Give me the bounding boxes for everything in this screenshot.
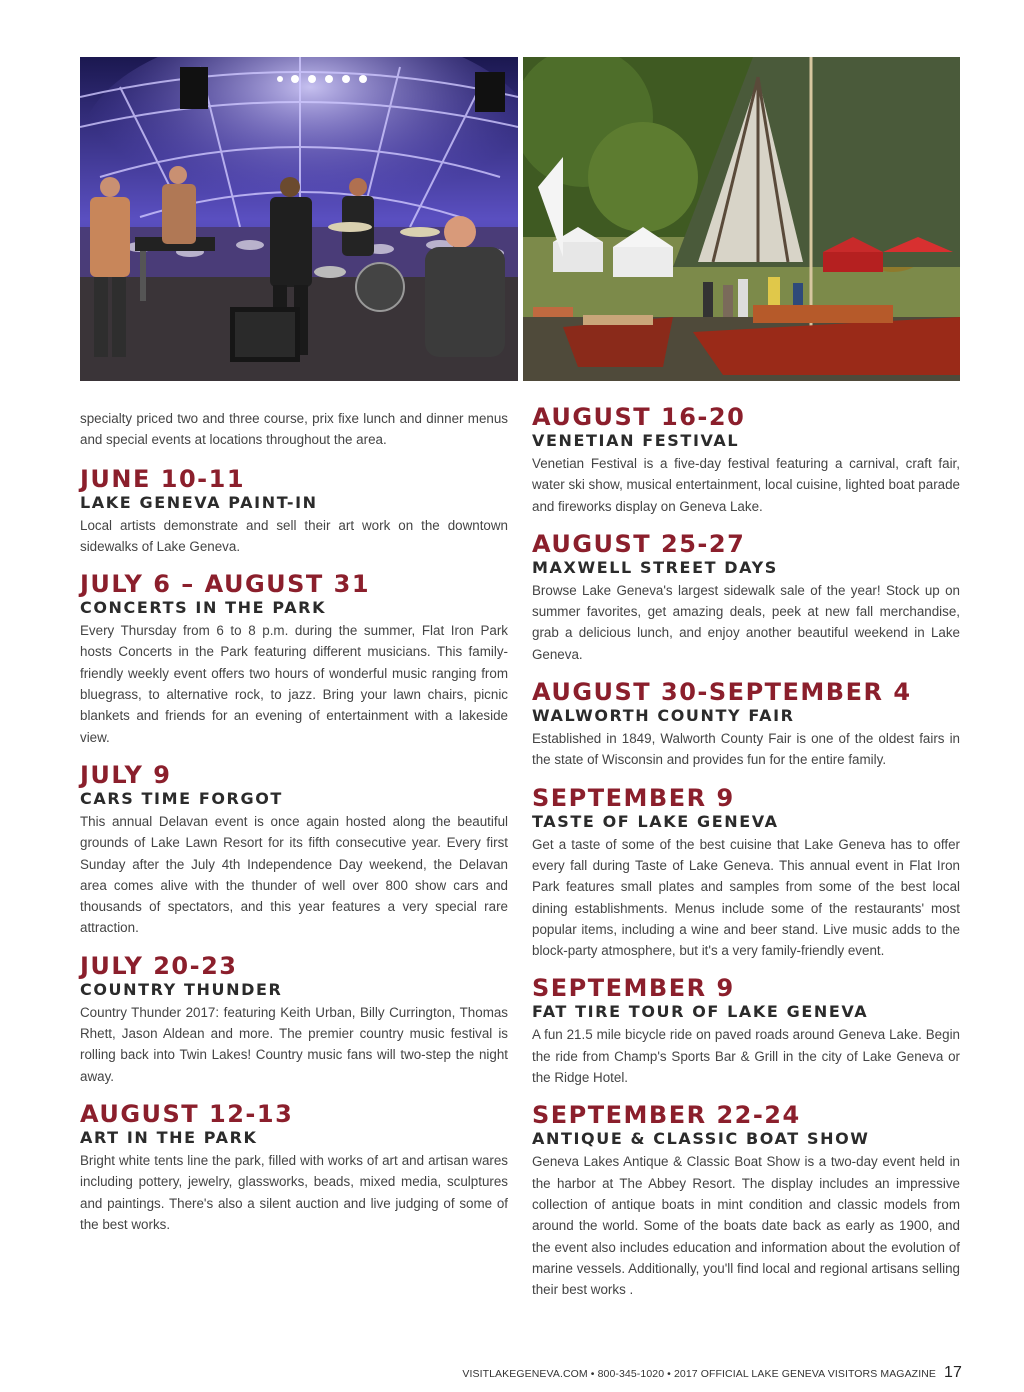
boat-show-photo — [523, 57, 960, 381]
event-name: CONCERTS IN THE PARK — [80, 598, 327, 618]
page-footer — [462, 1364, 962, 1382]
event-date: JULY 9 — [80, 760, 172, 789]
event-name: MAXWELL STREET DAYS — [532, 557, 778, 577]
event-art-in-the-park — [80, 1101, 508, 1235]
footer-text: VISITLAKEGENEVA.COM • 800-345-1020 • 2017 OFFICIAL LAKE GENEVA VISITORS MAGAZINE — [462, 1368, 936, 1380]
page-number: 17 — [944, 1364, 962, 1381]
event-description: Venetian Festival is a five-day festival featuring a carnival, craft fair, water ski show, musical entertainment, local cuisine, lighted boat parade and fireworks display on Geneva Lake. — [532, 456, 960, 514]
event-venetian-festival — [532, 404, 960, 517]
event-description: Every Thursday from 6 to 8 p.m. during the summer, Flat Iron Park hosts Concerts in the Park featuring different musicians. This family-friendly weekly event offers two hours of wonderful music ranging from bluegrass, to alternative rock, to jazz. Bring your lawn chairs, picnic blankets and friends for an evening of entertainment with a lakeside view. — [80, 623, 508, 745]
event-description: Established in 1849, Walworth County Fair is one of the oldest fairs in the state of Wisconsin and provides fun for the entire family. — [532, 731, 960, 768]
event-fat-tire-tour — [532, 975, 960, 1088]
event-date: AUGUST 12-13 — [80, 1099, 294, 1128]
event-date: SEPTEMBER 9 — [532, 783, 735, 812]
event-name: ART IN THE PARK — [80, 1127, 258, 1147]
event-date: JUNE 10-11 — [80, 464, 246, 493]
event-date: AUGUST 25-27 — [532, 529, 746, 558]
event-name: ANTIQUE & CLASSIC BOAT SHOW — [532, 1129, 870, 1149]
event-date: SEPTEMBER 9 — [532, 974, 735, 1003]
event-name: LAKE GENEVA PAINT-IN — [80, 492, 318, 512]
event-description: Geneva Lakes Antique & Classic Boat Show is a two-day event held in the harbor at The Abbey Resort. The display includes an impressive collection of antique boats in mint condition and classic models from around the world. Some of the boats date back as early as 1900, and the event also includes education and information about the evolution of marine vessels. Additionally, you'll find local and regional artisans selling their best works . — [532, 1154, 960, 1298]
concert-stage-photo — [80, 57, 518, 381]
event-date: AUGUST 16-20 — [532, 403, 746, 431]
event-description: A fun 21.5 mile bicycle ride on paved roads around Geneva Lake. Begin the ride from Champ's Sports Bar & Grill in the city of Lake Geneva or the Ridge Hotel. — [532, 1027, 960, 1086]
right-column — [532, 404, 960, 1314]
event-date: SEPTEMBER 22-24 — [532, 1101, 801, 1130]
event-name: COUNTRY THUNDER — [80, 979, 283, 999]
event-cars-time-forgot — [80, 762, 508, 939]
event-description: This annual Delavan event is once again hosted along the beautiful grounds of Lake Lawn Resort for its fifth consecutive year. Every first Sunday after the July 4th Independence Day weekend, the Delavan area comes alive with the thunder of well over 800 show cars and thousands of spectators, and this year features a very special rare attraction. — [80, 813, 508, 936]
event-name: FAT TIRE TOUR OF LAKE GENEVA — [532, 1002, 869, 1022]
intro-text: specialty priced two and three course, prix fixe lunch and dinner menus and special events at locations throughout the area. — [80, 411, 508, 448]
event-name: CARS TIME FORGOT — [80, 788, 283, 808]
event-concerts-in-the-park — [80, 571, 508, 748]
event-date: JULY 20-23 — [80, 951, 238, 980]
left-column — [80, 408, 508, 1249]
event-description: Local artists demonstrate and sell their art work on the downtown sidewalks of Lake Geneva. — [80, 517, 508, 554]
event-walworth-county-fair — [532, 679, 960, 771]
event-date: JULY 6 – AUGUST 31 — [80, 570, 371, 599]
event-date: AUGUST 30-SEPTEMBER 4 — [532, 678, 912, 707]
event-country-thunder — [80, 953, 508, 1087]
event-name: WALWORTH COUNTY FAIR — [532, 706, 795, 726]
event-description: Country Thunder 2017: featuring Keith Urban, Billy Currington, Thomas Rhett, Jason Aldean and more. The premier country music festival is rolling back into Twin Lakes! Country music fans will two-step the night away. — [80, 1004, 508, 1084]
event-paint-in — [80, 466, 508, 558]
event-maxwell-street-days — [532, 531, 960, 665]
event-taste-of-lake-geneva — [532, 785, 960, 962]
event-name: VENETIAN FESTIVAL — [532, 431, 740, 450]
event-antique-boat-show — [532, 1102, 960, 1300]
event-description: Browse Lake Geneva's largest sidewalk sale of the year! Stock up on summer favorites, get amazing deals, peek at new fall merchandise, grab a delicious lunch, and enjoy another beautiful weekend in Lake Geneva. — [532, 582, 960, 662]
event-name: TASTE OF LAKE GENEVA — [532, 811, 779, 831]
event-description: Get a taste of some of the best cuisine that Lake Geneva has to offer every fall during Taste of Lake Geneva. This annual event in Flat Iron Park features small plates and samples from some of the best local dining establishments. Menus include some of the restaurants' most popular items, including a wine and beer stand. Live music adds to the block-party atmosphere, but it's a very family-friendly event. — [532, 836, 960, 959]
event-description: Bright white tents line the park, filled with works of art and artisan wares including pottery, jewelry, glassworks, beads, mixed media, sculptures and paintings. There's also a silent auction and live judging of some of the best works. — [80, 1152, 508, 1232]
